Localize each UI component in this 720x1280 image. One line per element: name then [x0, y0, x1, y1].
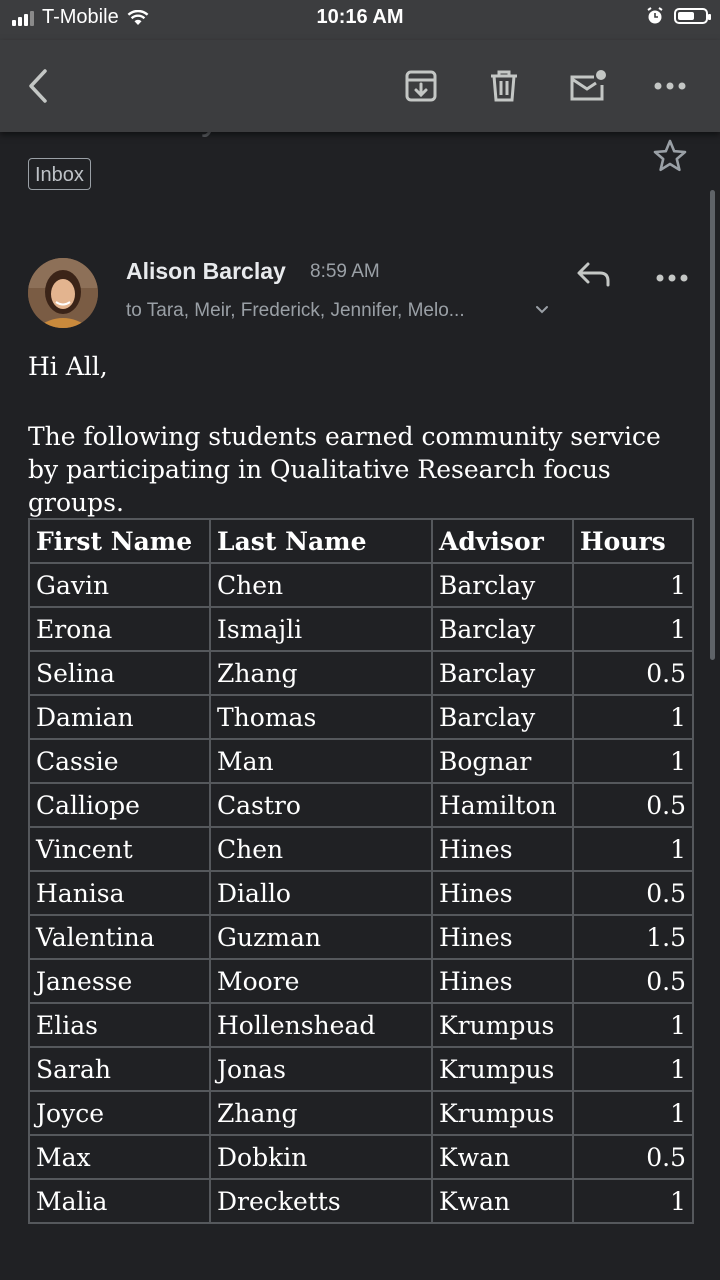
- hours-cell: 1: [573, 1003, 693, 1047]
- reply-button[interactable]: [574, 258, 618, 298]
- greeting-text: Hi All,: [28, 352, 108, 381]
- advisor-cell: Krumpus: [432, 1047, 573, 1091]
- top-toolbar: [0, 40, 720, 132]
- hours-cell: 1: [573, 827, 693, 871]
- advisor-cell: Hamilton: [432, 783, 573, 827]
- first-name-cell: Joyce: [29, 1091, 210, 1135]
- delete-icon: [489, 69, 519, 103]
- hours-cell: 0.5: [573, 1135, 693, 1179]
- last-name-cell: Chen: [210, 827, 432, 871]
- table-row: [29, 783, 693, 827]
- first-name-cell: Damian: [29, 695, 210, 739]
- back-arrow-icon: [25, 68, 51, 104]
- hours-cell: 1: [573, 563, 693, 607]
- advisor-cell: Kwan: [432, 1135, 573, 1179]
- recipients-list[interactable]: to Tara, Meir, Frederick, Jennifer, Melo...: [126, 300, 465, 321]
- first-name-cell: Elias: [29, 1003, 210, 1047]
- star-icon[interactable]: [652, 138, 688, 174]
- first-name-cell: Cassie: [29, 739, 210, 783]
- students-table: [28, 518, 694, 1224]
- archive-button[interactable]: [397, 62, 445, 110]
- advisor-cell: Barclay: [432, 607, 573, 651]
- table-row: [29, 1003, 693, 1047]
- first-name-cell: Valentina: [29, 915, 210, 959]
- table-row: [29, 1135, 693, 1179]
- first-name-cell: Hanisa: [29, 871, 210, 915]
- table-row: [29, 959, 693, 1003]
- last-name-cell: Ismajli: [210, 607, 432, 651]
- header-first-name: First Name: [29, 519, 210, 563]
- hours-cell: 1: [573, 1091, 693, 1135]
- hours-cell: 0.5: [573, 871, 693, 915]
- last-name-cell: Chen: [210, 563, 432, 607]
- sent-time: 8:59 AM: [310, 261, 380, 282]
- last-name-cell: Hollenshead: [210, 1003, 432, 1047]
- hours-cell: 1.5: [573, 915, 693, 959]
- battery-icon: [674, 8, 708, 24]
- last-name-cell: Man: [210, 739, 432, 783]
- advisor-cell: Barclay: [432, 651, 573, 695]
- hours-cell: 0.5: [573, 783, 693, 827]
- table-row: [29, 607, 693, 651]
- header-advisor: Advisor: [432, 519, 573, 563]
- advisor-cell: Barclay: [432, 695, 573, 739]
- table-header-row: [29, 519, 693, 563]
- intro-paragraph: The following students earned community service by participating in Qualitative Research focus groups.: [28, 422, 661, 517]
- advisor-cell: Barclay: [432, 563, 573, 607]
- last-name-cell: Jonas: [210, 1047, 432, 1091]
- table-row: [29, 651, 693, 695]
- sender-avatar[interactable]: [28, 258, 98, 328]
- advisor-cell: Krumpus: [432, 1003, 573, 1047]
- hours-cell: 0.5: [573, 651, 693, 695]
- reply-icon: [574, 258, 614, 288]
- last-name-cell: Thomas: [210, 695, 432, 739]
- first-name-cell: Gavin: [29, 563, 210, 607]
- chevron-down-icon[interactable]: [534, 304, 550, 316]
- table-row: [29, 739, 693, 783]
- table-body: [29, 563, 693, 1223]
- hours-cell: 1: [573, 739, 693, 783]
- hours-cell: 0.5: [573, 959, 693, 1003]
- carrier-label: T-Mobile: [42, 6, 119, 28]
- sender-name[interactable]: Alison Barclay: [126, 258, 286, 284]
- advisor-cell: Bognar: [432, 739, 573, 783]
- first-name-cell: Vincent: [29, 827, 210, 871]
- header-last-name: Last Name: [210, 519, 432, 563]
- mark-unread-icon: [568, 69, 608, 103]
- advisor-cell: Hines: [432, 915, 573, 959]
- message-more-button[interactable]: [650, 258, 694, 298]
- last-name-cell: Dobkin: [210, 1135, 432, 1179]
- archive-icon: [404, 69, 438, 103]
- scrollbar[interactable]: [710, 190, 715, 660]
- table-row: [29, 1091, 693, 1135]
- inbox-label-chip[interactable]: Inbox: [28, 158, 91, 190]
- first-name-cell: Selina: [29, 651, 210, 695]
- last-name-cell: Zhang: [210, 651, 432, 695]
- last-name-cell: Castro: [210, 783, 432, 827]
- hours-cell: 1: [573, 695, 693, 739]
- mark-unread-button[interactable]: [564, 62, 612, 110]
- table-row: [29, 1179, 693, 1223]
- advisor-cell: Krumpus: [432, 1091, 573, 1135]
- last-name-cell: Moore: [210, 959, 432, 1003]
- alarm-icon: [646, 7, 664, 25]
- table-row: [29, 827, 693, 871]
- first-name-cell: Janesse: [29, 959, 210, 1003]
- last-name-cell: Zhang: [210, 1091, 432, 1135]
- advisor-cell: Kwan: [432, 1179, 573, 1223]
- table-row: [29, 915, 693, 959]
- table-row: [29, 695, 693, 739]
- first-name-cell: Max: [29, 1135, 210, 1179]
- table-row: [29, 563, 693, 607]
- more-options-button[interactable]: [646, 62, 694, 110]
- advisor-cell: Hines: [432, 959, 573, 1003]
- more-icon: [654, 82, 686, 90]
- first-name-cell: Calliope: [29, 783, 210, 827]
- advisor-cell: Hines: [432, 871, 573, 915]
- last-name-cell: Drecketts: [210, 1179, 432, 1223]
- advisor-cell: Hines: [432, 827, 573, 871]
- hours-cell: 1: [573, 1179, 693, 1223]
- first-name-cell: Sarah: [29, 1047, 210, 1091]
- hours-cell: 1: [573, 1047, 693, 1091]
- table-row: [29, 871, 693, 915]
- last-name-cell: Guzman: [210, 915, 432, 959]
- header-hours: Hours: [573, 519, 693, 563]
- status-bar: [0, 0, 720, 40]
- last-name-cell: Diallo: [210, 871, 432, 915]
- first-name-cell: Malia: [29, 1179, 210, 1223]
- status-time: 10:16 AM: [316, 6, 404, 28]
- delete-button[interactable]: [480, 62, 528, 110]
- table-row: [29, 1047, 693, 1091]
- more-icon: [656, 274, 688, 282]
- back-button[interactable]: [14, 62, 62, 110]
- hours-cell: 1: [573, 607, 693, 651]
- first-name-cell: Erona: [29, 607, 210, 651]
